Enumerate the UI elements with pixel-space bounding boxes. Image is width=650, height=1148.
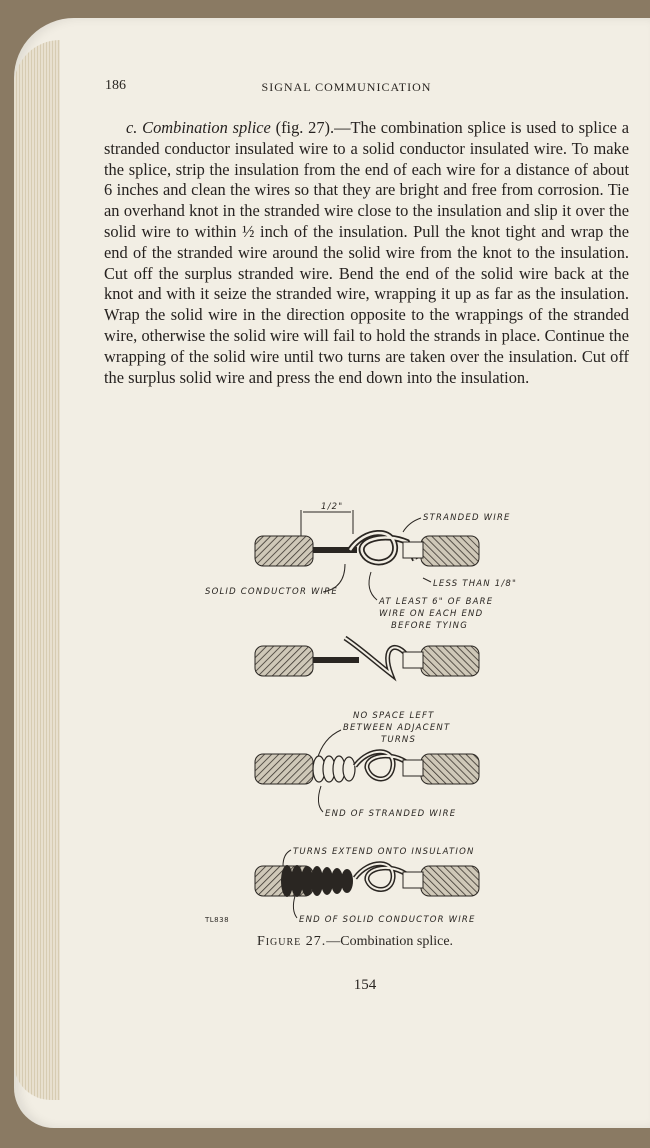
no-space-label-3: TURNS: [381, 735, 417, 745]
at-least-label-1: AT LEAST 6" OF BARE: [379, 597, 494, 607]
paragraph-heading: Combination splice: [142, 118, 271, 137]
turns-extend-label: TURNS EXTEND ONTO INSULATION: [293, 847, 475, 857]
running-head: SIGNAL COMMUNICATION: [261, 80, 432, 94]
diagram-step-2: [255, 638, 479, 676]
at-least-label-3: BEFORE TYING: [391, 621, 468, 631]
figure-reference: (fig. 27): [275, 118, 331, 137]
tl-number: TL838: [205, 916, 230, 924]
no-space-label-2: BETWEEN ADJACENT: [343, 723, 451, 733]
caption-text: —Combination splice.: [326, 934, 454, 949]
less-than-label: LESS THAN 1/8": [433, 579, 518, 589]
diagram-step-4: [204, 847, 479, 925]
folio-number: 154: [353, 977, 377, 993]
solid-conductor-label: SOLID CONDUCTOR WIRE: [205, 587, 338, 597]
at-least-label-2: WIRE ON EACH END: [379, 609, 484, 619]
paragraph-label: c.: [126, 118, 138, 137]
stranded-wire-label: STRANDED WIRE: [423, 513, 511, 523]
splice-diagram: [195, 498, 535, 932]
splice-figure: [195, 498, 535, 932]
body-paragraph: [104, 118, 629, 388]
diagram-step-3: [255, 711, 479, 819]
figure-caption: [0, 934, 650, 950]
no-space-label-1: NO SPACE LEFT: [353, 711, 435, 721]
page-header: [105, 78, 628, 98]
end-stranded-label: END OF STRANDED WIRE: [325, 809, 457, 819]
caption-label: Figure 27.: [256, 934, 327, 949]
paragraph-text: .—The combination splice is used to splice a stranded conductor insulated wire to a solid conductor insulated wire. To make the splice, strip the insulation from the end of each wire for a distance of about 6 inches and clean the wires so that they are bright and free from corrosion. Tie an overhand knot in the stranded wire close to the insulation and slip it over the solid wire to within ½ inch of the insulation. Pull the knot tight and wrap the end of the stranded wire around the solid wire from the knot to the insulation. Cut off the surplus stranded wire. Bend the end of the solid wire back at the knot and with it seize the stranded wire, wrapping it up as far as the insulation. Wrap the solid wire in the direction opposite to the wrappings of the stranded wire, otherwise the solid wire will fail to hold the strands in place. Continue the wrapping of the solid wire until two turns are taken over the insulation. Cut off the surplus solid wire and press the end down into the insulation.: [104, 118, 629, 387]
diagram-step-1: [205, 502, 517, 631]
page-number: 186: [105, 78, 126, 93]
end-solid-label: END OF SOLID CONDUCTOR WIRE: [299, 915, 476, 925]
half-inch-label: 1/2": [321, 502, 344, 512]
